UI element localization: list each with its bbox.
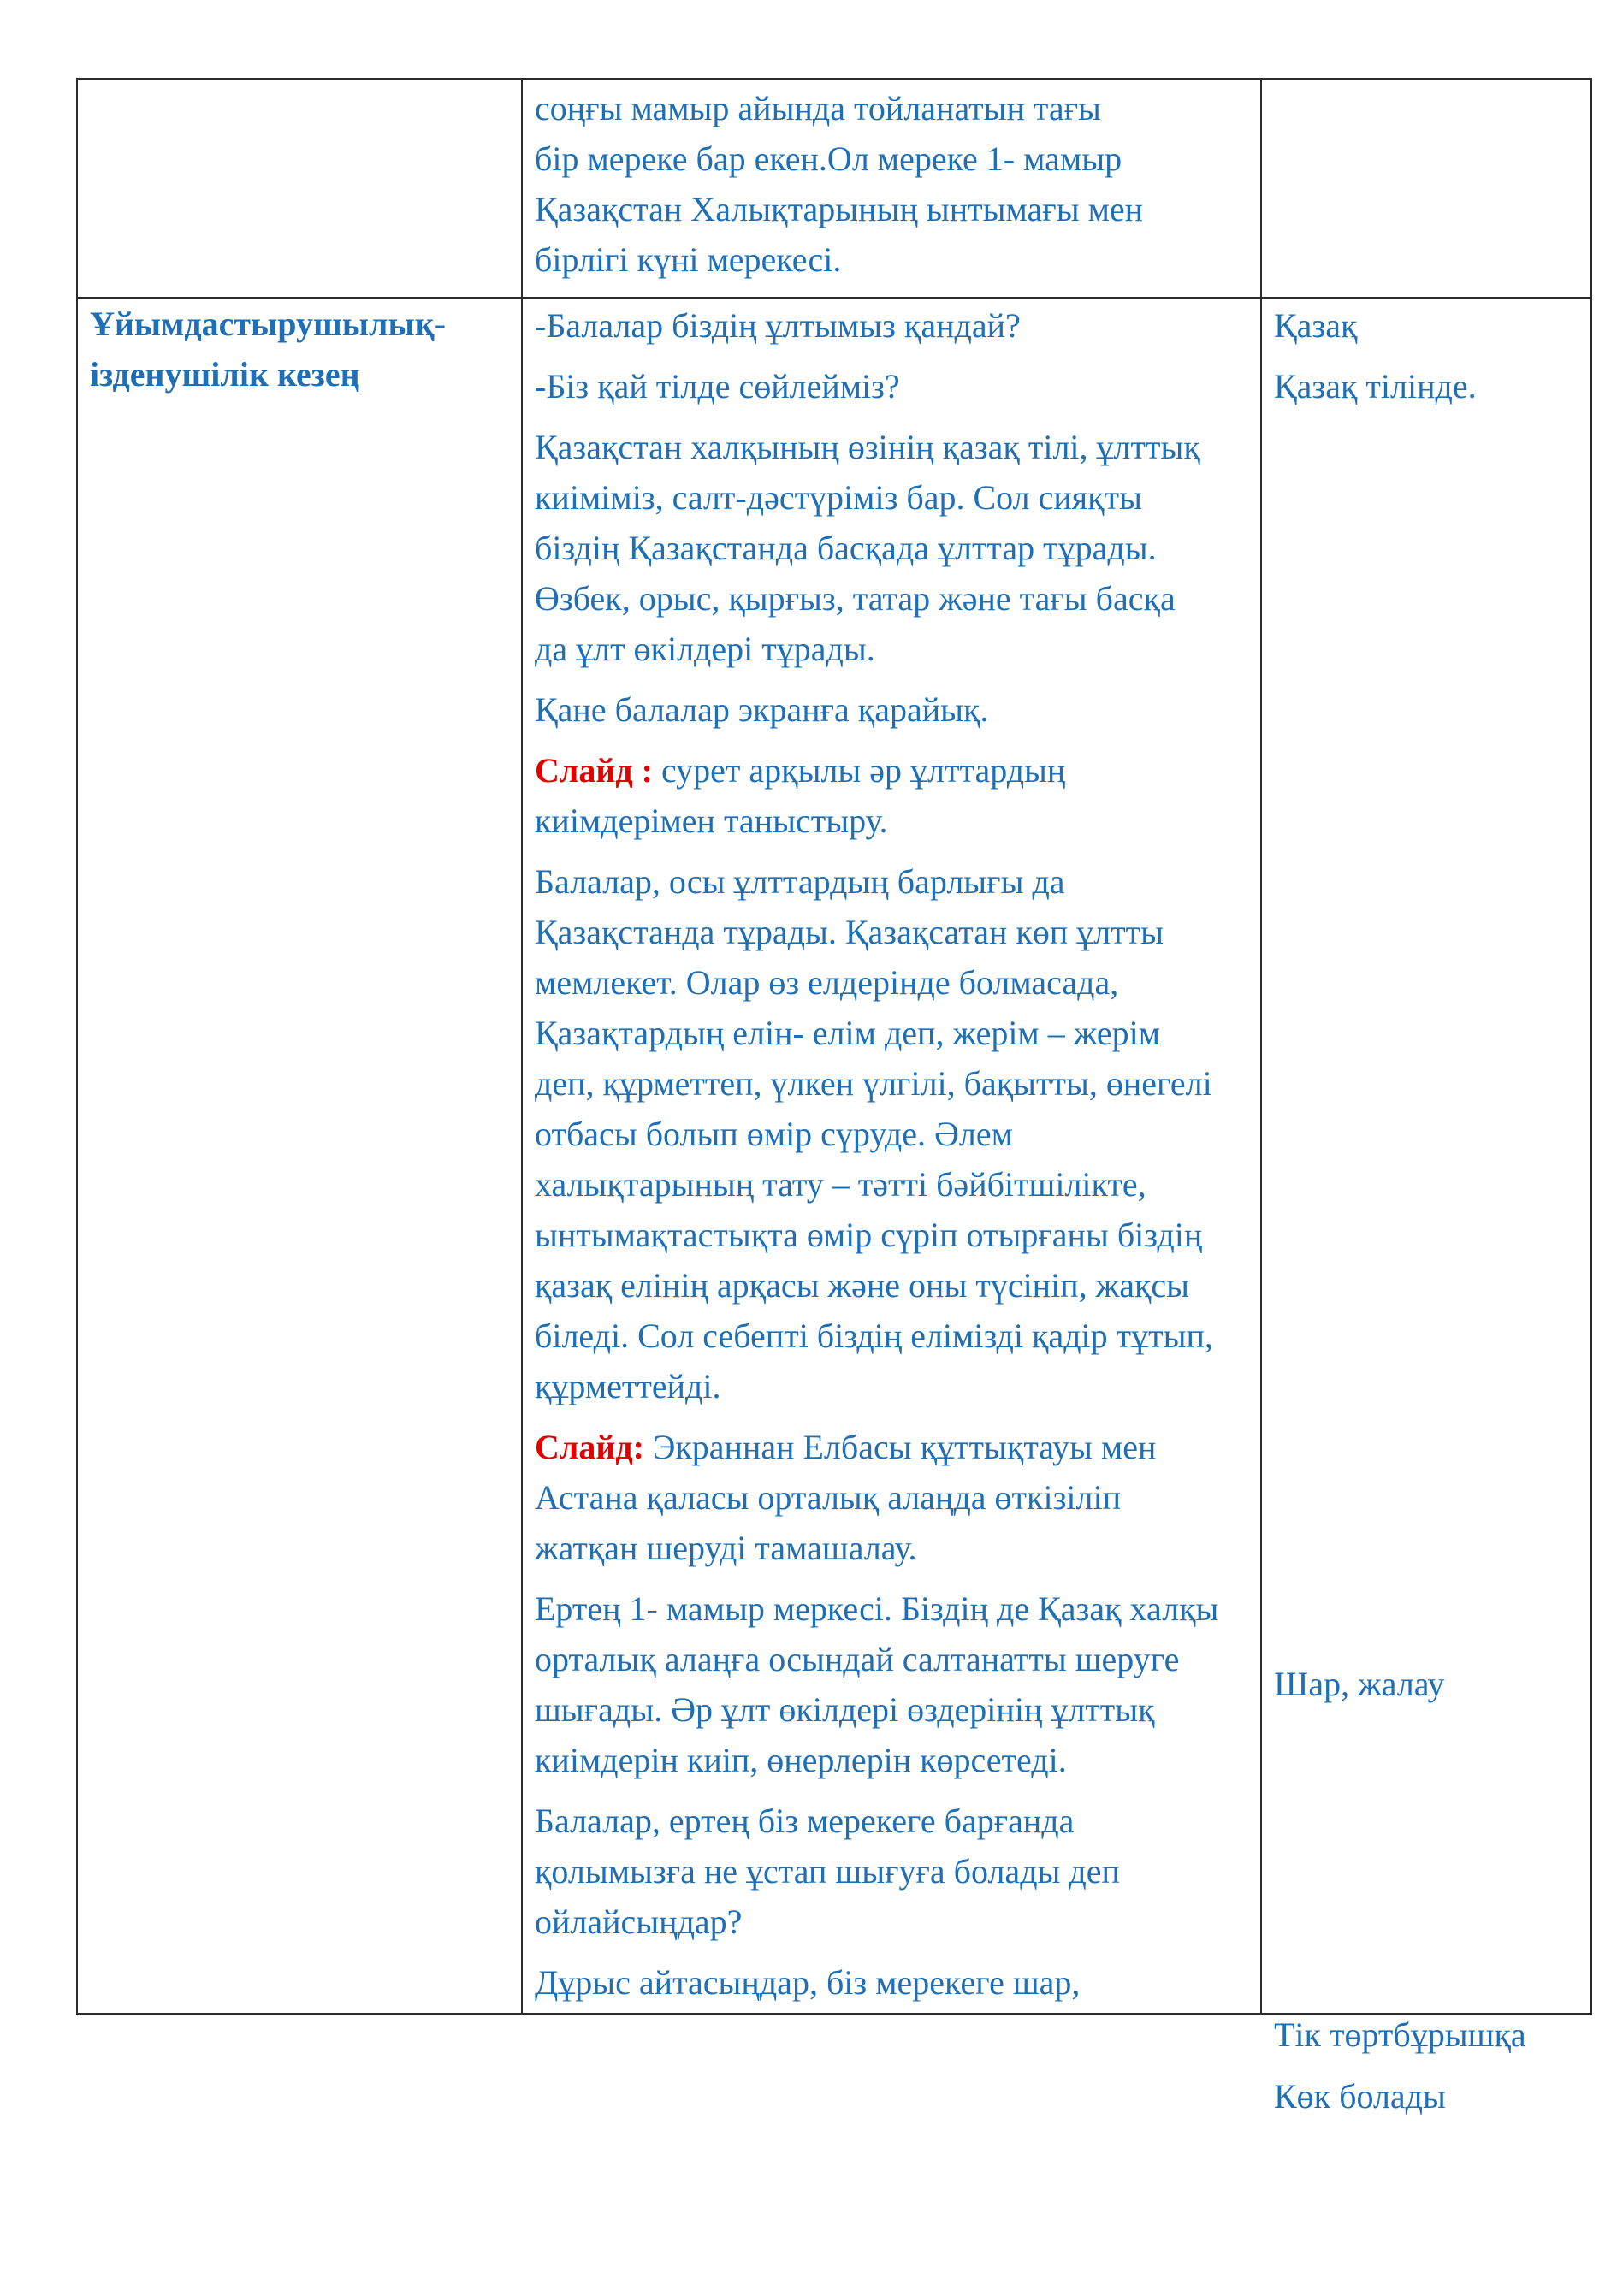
question-paragraph — [535, 1796, 1211, 1947]
paragraph-text: Экраннан Елбасы құттықтауы мен Астана қаласы орталық алаңда өткізіліп жатқан шеруді тамашалау. — [535, 1428, 1157, 1567]
table-row — [77, 79, 1591, 298]
activity-line: соңғы мамыр айында тойланатын тағы — [535, 89, 1101, 127]
table-row — [77, 298, 1591, 2014]
text-paragraph — [535, 422, 1202, 674]
paragraph-text: Дұрыс айтасыңдар, біз мерекеге шар, — [535, 1963, 1081, 2002]
paragraph-text: -Біз қай тілде сөйлейміз? — [535, 367, 900, 405]
activity-cell — [522, 298, 1261, 2014]
activity-cell — [522, 79, 1261, 298]
activity-line: бірлігі күні мерекесі. — [535, 240, 842, 279]
slide-label: Слайд: — [535, 1428, 644, 1466]
answer-cell — [1261, 79, 1591, 298]
stage-title-line: ізденушілік кезең — [90, 355, 360, 394]
answer-text: Көк болады — [1274, 2077, 1446, 2116]
stage-title-line: Ұйымдастырушылық- — [90, 305, 447, 343]
slide-paragraph — [535, 745, 1168, 846]
paragraph-text: Қазақстан халқының өзінің қазақ тілі, ұлттық киіміміз, салт-дәстүріміз бар. Сол сияқты біздің Қазақстанда басқада ұлттар тұрады. Өзбек, орыс, қырғыз, татар және тағы басқа да ұлт өкілдері тұрады. — [535, 428, 1200, 668]
paragraph-text: Балалар, осы ұлттардың барлығы да Қазақстанда тұрады. Қазақсатан көп ұлтты мемлекет. Олар өз елдерінде болмасада, Қазақтардың елін- елім деп, жерім – жерім деп, құрметтеп, үлкен үлгілі, бақытты, өнегелі отбасы болып өмір сүруде. Әлем халықтарының тату – тәтті бәйбітшілікте, ынтымақтастықта өмір сүріп отырғаны біздің қазақ елінің арқасы және оны түсініп, жақсы біледі. Сол себепті біздің елімізді қадір тұтып, құрметтейді. — [535, 862, 1213, 1405]
answer-text: Қазақ — [1274, 306, 1358, 345]
answer-cell — [1261, 298, 1591, 2116]
question-paragraph — [535, 300, 1241, 351]
paragraph-text: сурет арқылы әр ұлттардың киімдерімен таныстыру. — [535, 751, 1066, 840]
stage-cell — [77, 79, 522, 298]
text-paragraph — [535, 684, 1241, 735]
activity-line: бір мереке бар екен.Ол мереке 1- мамыр — [535, 139, 1122, 178]
slide-label: Слайд : — [535, 751, 653, 790]
stage-cell — [77, 298, 522, 2014]
paragraph-text: Балалар, ертең біз мерекеге барғанда қолымызға не ұстап шығуға болады деп ойлайсыңдар? — [535, 1802, 1120, 1941]
paragraph-text: Қане балалар экранға қарайық. — [535, 690, 989, 729]
answer-text: Шар, жалау — [1274, 1665, 1445, 1703]
text-paragraph — [535, 1957, 1241, 2008]
slide-paragraph — [535, 1422, 1194, 1573]
activity-line: Қазақстан Халықтарының ынтымағы мен — [535, 190, 1144, 228]
answer-text: Тік төртбұрышқа — [1274, 2015, 1526, 2054]
answer-text: Қазақ тілінде. — [1274, 367, 1477, 405]
lesson-plan-table — [76, 78, 1592, 2116]
paragraph-text: -Балалар біздің ұлтымыз қандай? — [535, 306, 1021, 345]
question-paragraph — [535, 361, 1241, 411]
paragraph-text: Ертең 1- мамыр меркесі. Біздің де Қазақ халқы орталық алаңға осындай салтанатты шеруге шығады. Әр ұлт өкілдері өздерінің ұлттық киімдерін киіп, өнерлерін көрсетеді. — [535, 1589, 1219, 1779]
text-paragraph — [535, 856, 1219, 1411]
text-paragraph — [535, 1583, 1236, 1785]
